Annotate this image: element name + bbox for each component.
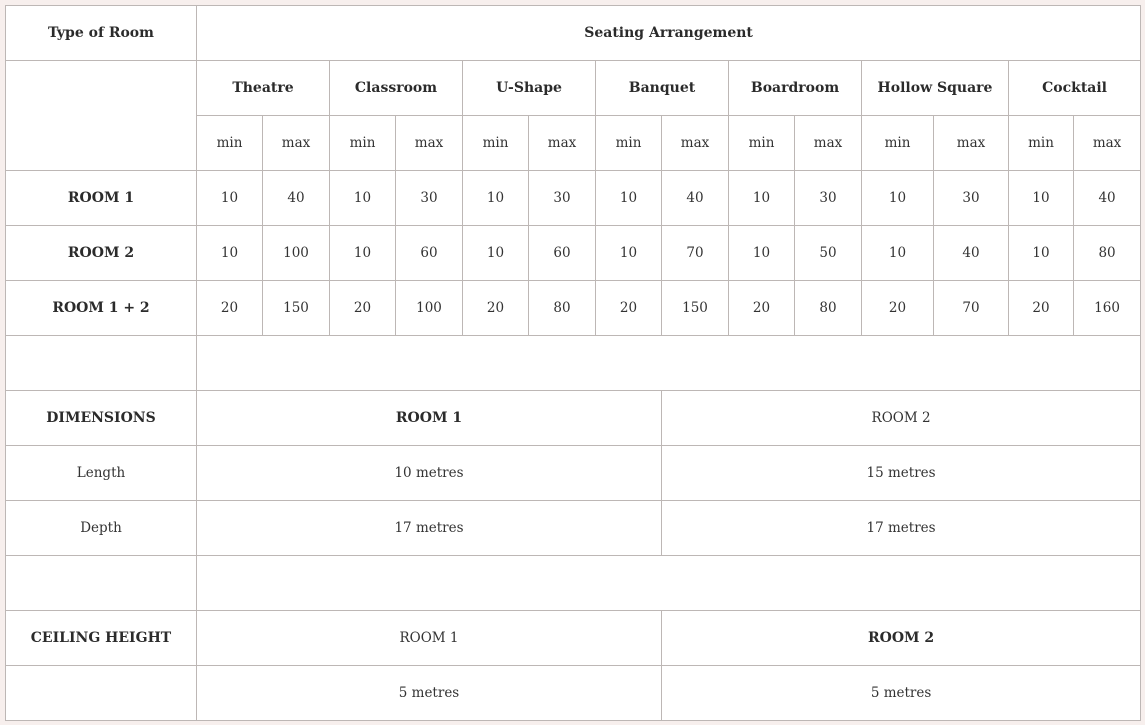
capacity-cell: 60	[396, 226, 463, 281]
min-label: min	[1009, 116, 1074, 171]
arrangement-header: Theatre	[197, 61, 330, 116]
spacer-row	[6, 556, 1141, 611]
ceiling-height-label: CEILING HEIGHT	[6, 611, 197, 666]
min-label: min	[596, 116, 662, 171]
room-capacity-table	[5, 5, 1141, 721]
type-of-room-header: Type of Room	[6, 6, 197, 61]
header-row	[6, 6, 1141, 61]
ceiling-room2-header: ROOM 2	[662, 611, 1141, 666]
capacity-cell: 30	[795, 171, 862, 226]
depth-label: Depth	[6, 501, 197, 556]
length-row	[6, 446, 1141, 501]
depth-row	[6, 501, 1141, 556]
max-label: max	[1074, 116, 1141, 171]
ceiling-header-row	[6, 611, 1141, 666]
length-room2: 15 metres	[662, 446, 1141, 501]
capacity-cell: 20	[729, 281, 795, 336]
capacity-cell: 10	[1009, 171, 1074, 226]
capacity-cell: 10	[862, 226, 934, 281]
capacity-cell: 50	[795, 226, 862, 281]
arrangement-header: Boardroom	[729, 61, 862, 116]
arrangement-header: Hollow Square	[862, 61, 1009, 116]
room-name: ROOM 1 + 2	[6, 281, 197, 336]
capacity-cell: 80	[1074, 226, 1141, 281]
capacity-cell: 20	[330, 281, 396, 336]
ceiling-room2-value: 5 metres	[662, 666, 1141, 721]
max-label: max	[934, 116, 1009, 171]
min-label: min	[463, 116, 529, 171]
max-label: max	[263, 116, 330, 171]
room-name: ROOM 2	[6, 226, 197, 281]
length-room1: 10 metres	[197, 446, 662, 501]
capacity-cell: 160	[1074, 281, 1141, 336]
dimensions-label: DIMENSIONS	[6, 391, 197, 446]
dimensions-header-row	[6, 391, 1141, 446]
dimensions-room1-header: ROOM 1	[197, 391, 662, 446]
capacity-cell: 20	[197, 281, 263, 336]
capacity-cell: 80	[795, 281, 862, 336]
capacity-cell: 10	[197, 226, 263, 281]
max-label: max	[529, 116, 596, 171]
arrangement-header: Cocktail	[1009, 61, 1141, 116]
capacity-cell: 20	[463, 281, 529, 336]
capacity-cell: 80	[529, 281, 596, 336]
spacer-row	[6, 336, 1141, 391]
depth-room2: 17 metres	[662, 501, 1141, 556]
arrangement-header: Banquet	[596, 61, 729, 116]
capacity-cell: 10	[862, 171, 934, 226]
capacity-cell: 100	[396, 281, 463, 336]
capacity-cell: 10	[330, 226, 396, 281]
capacity-cell: 20	[596, 281, 662, 336]
ceiling-room1-header: ROOM 1	[197, 611, 662, 666]
capacity-cell: 100	[263, 226, 330, 281]
capacity-cell: 10	[596, 226, 662, 281]
empty-header-cell	[6, 61, 197, 171]
capacity-cell: 150	[263, 281, 330, 336]
capacity-cell: 10	[463, 171, 529, 226]
arrangement-names-row	[6, 61, 1141, 116]
capacity-cell: 70	[934, 281, 1009, 336]
capacity-cell: 10	[330, 171, 396, 226]
arrangement-header: Classroom	[330, 61, 463, 116]
capacity-cell: 10	[729, 171, 795, 226]
room-name: ROOM 1	[6, 171, 197, 226]
arrangement-header: U-Shape	[463, 61, 596, 116]
min-label: min	[862, 116, 934, 171]
spacer-cell	[6, 336, 197, 391]
min-label: min	[197, 116, 263, 171]
max-label: max	[396, 116, 463, 171]
dimensions-room2-header: ROOM 2	[662, 391, 1141, 446]
spacer-cell	[197, 336, 1141, 391]
min-label: min	[729, 116, 795, 171]
length-label: Length	[6, 446, 197, 501]
room-row	[6, 281, 1141, 336]
capacity-cell: 40	[263, 171, 330, 226]
capacity-cell: 30	[934, 171, 1009, 226]
capacity-cell: 150	[662, 281, 729, 336]
min-label: min	[330, 116, 396, 171]
capacity-cell: 30	[396, 171, 463, 226]
room-row	[6, 226, 1141, 281]
capacity-cell: 10	[596, 171, 662, 226]
capacity-cell: 20	[862, 281, 934, 336]
seating-arrangement-header: Seating Arrangement	[197, 6, 1141, 61]
capacity-cell: 10	[197, 171, 263, 226]
capacity-cell: 30	[529, 171, 596, 226]
capacity-cell: 10	[729, 226, 795, 281]
capacity-cell: 40	[1074, 171, 1141, 226]
room-row	[6, 171, 1141, 226]
depth-room1: 17 metres	[197, 501, 662, 556]
capacity-cell: 70	[662, 226, 729, 281]
capacity-cell: 40	[662, 171, 729, 226]
max-label: max	[795, 116, 862, 171]
spacer-cell	[197, 556, 1141, 611]
capacity-cell: 40	[934, 226, 1009, 281]
empty-cell	[6, 666, 197, 721]
capacity-cell: 60	[529, 226, 596, 281]
ceiling-room1-value: 5 metres	[197, 666, 662, 721]
capacity-cell: 20	[1009, 281, 1074, 336]
max-label: max	[662, 116, 729, 171]
capacity-cell: 10	[463, 226, 529, 281]
spacer-cell	[6, 556, 197, 611]
ceiling-values-row	[6, 666, 1141, 721]
capacity-cell: 10	[1009, 226, 1074, 281]
